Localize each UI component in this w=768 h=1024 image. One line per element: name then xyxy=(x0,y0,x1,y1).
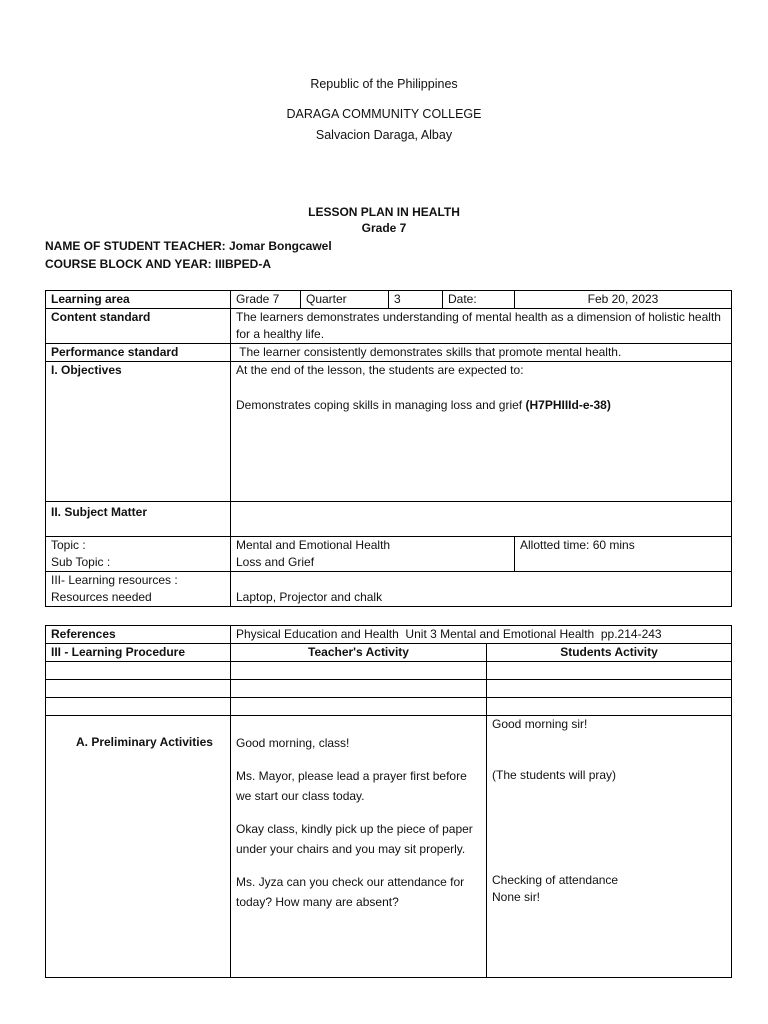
objectives-label: I. Objectives xyxy=(46,362,231,502)
blank-cell xyxy=(487,662,732,680)
preliminary-activities-table xyxy=(45,715,732,978)
blank-cell xyxy=(231,698,487,716)
student-line: None sir! xyxy=(492,890,541,904)
resources-value: Laptop, Projector and chalk xyxy=(231,572,732,607)
grade-value: Grade 7 xyxy=(231,291,301,309)
learning-procedure-label: III - Learning Procedure xyxy=(46,644,231,662)
blank-cell xyxy=(46,680,231,698)
topic-labels xyxy=(46,537,231,572)
teacher-activity-header: Teacher's Activity xyxy=(231,644,487,662)
objectives-intro: At the end of the lesson, the students are expected to: xyxy=(236,363,524,377)
student-teacher-name: NAME OF STUDENT TEACHER: Jomar Bongcawel xyxy=(45,239,332,253)
college-address: Salvacion Daraga, Albay xyxy=(315,128,453,142)
teacher-line: Ms. Mayor, please lead a prayer first before we start our class today. xyxy=(236,769,467,803)
date-value: Feb 20, 2023 xyxy=(515,291,732,309)
document-title: LESSON PLAN IN HEALTH xyxy=(308,205,460,219)
quarter-value: 3 xyxy=(389,291,443,309)
course-block-year: COURSE BLOCK AND YEAR: IIIBPED-A xyxy=(45,257,272,271)
blank-cell xyxy=(46,662,231,680)
students-activity-cell xyxy=(487,716,732,978)
objectives-cell xyxy=(231,362,732,502)
blank-cell xyxy=(487,698,732,716)
student-line: Checking of attendance xyxy=(492,873,619,887)
resources-needed-label: Resources needed xyxy=(51,590,152,604)
subject-matter-value xyxy=(231,502,732,537)
allotted-time: Allotted time: 60 mins xyxy=(515,537,732,572)
blank-cell xyxy=(46,698,231,716)
subtopic-value: Loss and Grief xyxy=(236,555,315,569)
preliminary-activities-label: A. Preliminary Activities xyxy=(46,716,231,978)
learning-area-label: Learning area xyxy=(46,291,231,309)
student-line: (The students will pray) xyxy=(492,768,617,782)
references-value: Physical Education and Health Unit 3 Mental and Emotional Health pp.214-243 xyxy=(231,626,732,644)
topic-label: Topic : xyxy=(51,538,86,552)
teacher-line: Ms. Jyza can you check our attendance for today? How many are absent? xyxy=(236,875,465,909)
performance-standard-label: Performance standard xyxy=(46,344,231,362)
objectives-text: Demonstrates coping skills in managing loss and grief xyxy=(236,398,526,412)
blank-cell xyxy=(231,680,487,698)
topic-value: Mental and Emotional Health xyxy=(236,538,391,552)
content-standard-value: The learners demonstrates understanding of mental health as a dimension of holistic health for a healthy life. xyxy=(231,309,732,344)
procedure-table xyxy=(45,625,732,716)
topic-values xyxy=(231,537,515,572)
blank-cell xyxy=(231,662,487,680)
students-activity-header: Students Activity xyxy=(487,644,732,662)
subject-matter-label: II. Subject Matter xyxy=(46,502,231,537)
college-name: DARAGA COMMUNITY COLLEGE xyxy=(286,107,482,121)
resources-labels xyxy=(46,572,231,607)
date-label: Date: xyxy=(443,291,515,309)
republic-heading: Republic of the Philippines xyxy=(310,77,458,91)
student-line: Good morning sir! xyxy=(492,717,588,731)
blank-cell xyxy=(487,680,732,698)
objectives-code: (H7PHIIId-e-38) xyxy=(525,398,611,412)
teacher-line: Okay class, kindly pick up the piece of paper under your chairs and you may sit properly. xyxy=(236,822,473,856)
lesson-info-table xyxy=(45,290,732,607)
performance-standard-value: The learner consistently demonstrates skills that promote mental health. xyxy=(231,344,732,362)
references-label: References xyxy=(46,626,231,644)
grade-heading: Grade 7 xyxy=(361,221,407,235)
teacher-activity-cell xyxy=(231,716,487,978)
subtopic-label: Sub Topic : xyxy=(51,555,111,569)
teacher-line: Good morning, class! xyxy=(236,736,350,750)
content-standard-label: Content standard xyxy=(46,309,231,344)
quarter-label: Quarter xyxy=(301,291,389,309)
objectives-item xyxy=(236,397,726,414)
learning-resources-label: III- Learning resources : xyxy=(51,573,178,587)
